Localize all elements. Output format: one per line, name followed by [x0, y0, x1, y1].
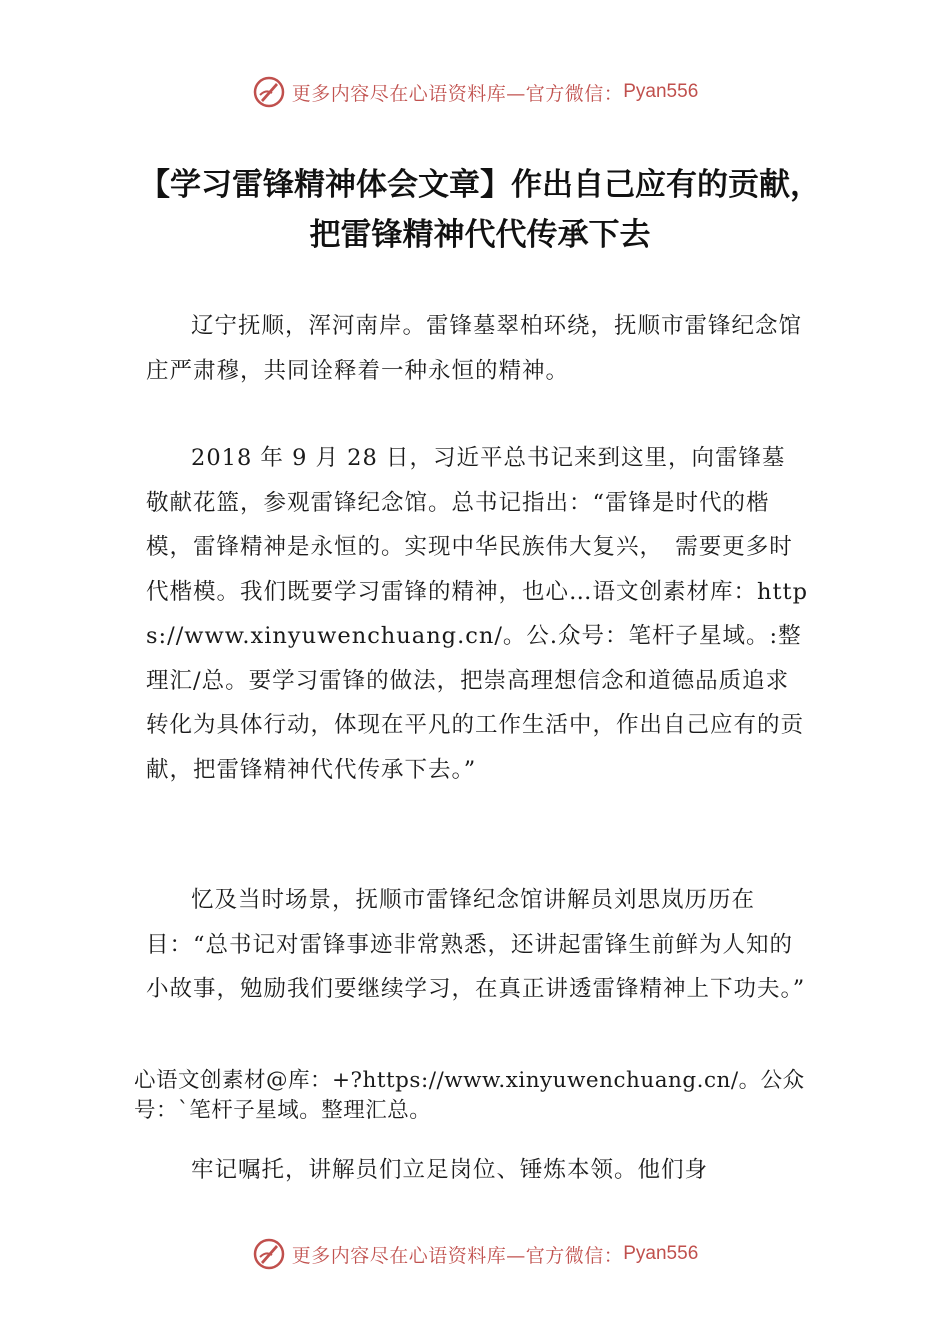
quill-seal-icon [252, 75, 286, 109]
paragraph-1: 辽宁抚顺，浑河南岸。雷锋墓翠柏环绕，抚顺市雷锋纪念馆庄严肃穆，共同诠释着一种永恒的精神。 [146, 313, 803, 384]
quill-seal-icon [252, 1237, 286, 1271]
banner-wechat-id: Pyan556 [623, 81, 699, 102]
page-title: 【学习雷锋精神体会文章】作出自己应有的贡献，把雷锋精神代代传承下去 [139, 167, 821, 253]
banner-text: 更多内容尽在心语资料库—官方微信： [291, 82, 624, 105]
top-watermark-banner [0, 72, 950, 112]
banner-text: 更多内容尽在心语资料库—官方微信： [291, 1244, 624, 1267]
source-note: 心语文创素材@库：+?https://www.xinyuwenchuang.cn/。公众号：`笔杆子星域。整理汇总。 [134, 1068, 805, 1123]
banner-wechat-id: Pyan556 [623, 1243, 699, 1264]
paragraph-2: 2018 年 9 月 28 日，习近平总书记来到这里，向雷锋墓敬献花篮，参观雷锋纪念馆。总书记指出：“雷锋是时代的楷模，雷锋精神是永恒的。实现中华民族伟大复兴， 需要更多时代楷模。我们既要学习雷锋的精神，也心…语文创素材库：https://www.xinyuwenchuang.cn/。公.众号：笔杆子星域。:整理汇/总。要学习雷锋的做法，把崇高理想信念和道德品质追求转化为具体行动，体现在平凡的工作生活中，作出自己应有的贡献，把雷锋精神代代传承下去。” [146, 445, 808, 783]
paragraph-3: 忆及当时场景，抚顺市雷锋纪念馆讲解员刘思岚历历在目：“总书记对雷锋事迹非常熟悉，还讲起雷锋生前鲜为人知的小故事，勉励我们要继续学习，在真正讲透雷锋精神上下功夫。” [146, 887, 806, 1002]
bottom-watermark-banner [0, 1234, 950, 1274]
paragraph-4: 牢记嘱托，讲解员们立足岗位、锤炼本领。他们身 [191, 1157, 709, 1183]
